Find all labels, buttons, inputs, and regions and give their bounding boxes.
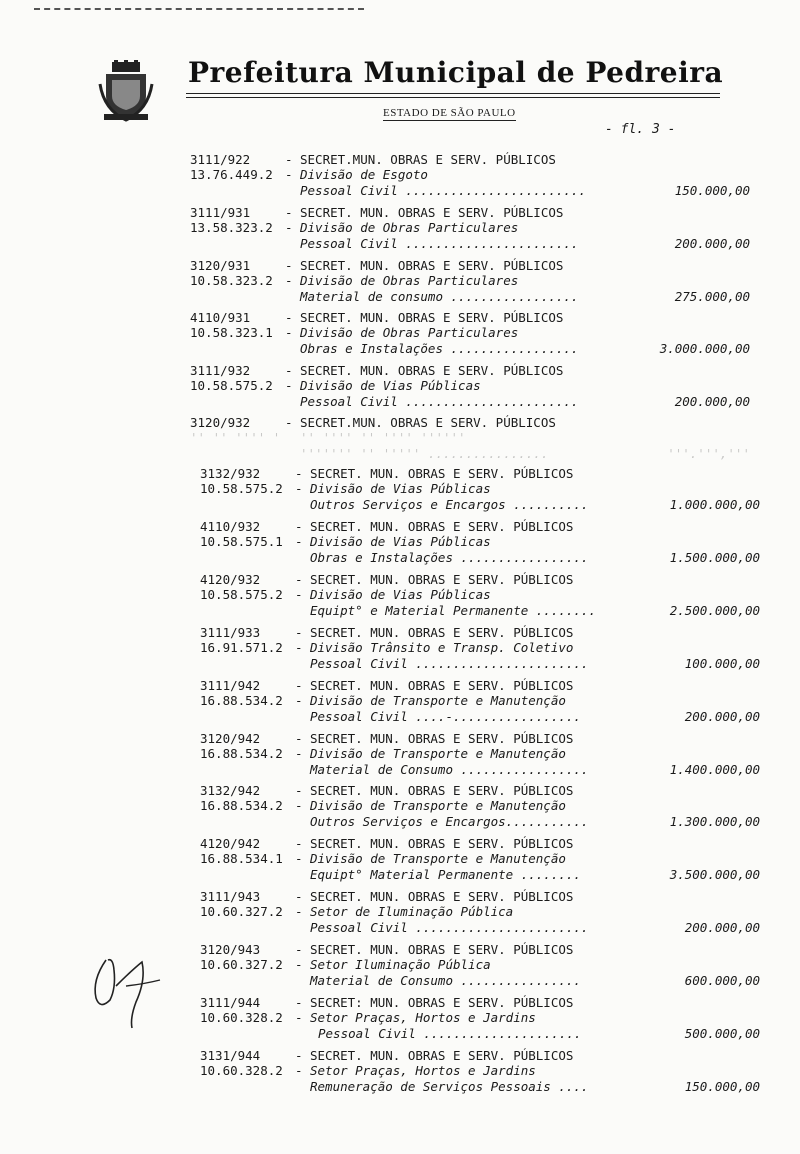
entry-functional-code: 16.88.534.2 — [200, 693, 283, 708]
entry-functional-code: 10.58.575.1 — [200, 534, 283, 549]
entry-division: Divisão de Esgoto — [300, 167, 428, 182]
top-scan-line — [34, 8, 364, 10]
entry-amount: 500.000,00 — [684, 1026, 760, 1041]
entry-amount: 1.000.000,00 — [669, 497, 760, 512]
entry-amount: 3.000.000,00 — [659, 341, 750, 356]
page-number: - fl. 3 - — [605, 122, 676, 137]
illegible-line: '' '' '''' ' — [190, 430, 281, 445]
header-rule-bottom — [186, 97, 720, 98]
entry-department: SECRET. MUN. OBRAS E SERV. PÚBLICOS — [300, 310, 564, 325]
entry-3111-931: 3111/931 13.58.323.2 - - SECRET. MUN. OBRAS E SERV. PÚBLICOS Divisão de Obras Particulares Pessoal Civil ....................... 200.000,00 — [190, 205, 750, 251]
entry-functional-code: 16.88.534.1 — [200, 851, 283, 866]
entry-division: Divisão de Obras Particulares — [300, 273, 519, 288]
entry-3111-933: 3111/933 16.91.571.2 - - SECRET. MUN. OBRAS E SERV. PÚBLICOS Divisão Trânsito e Transp. Coletivo Pessoal Civil ....................... 100.000,00 — [200, 625, 760, 671]
entry-item: Pessoal Civil ..................... — [318, 1026, 582, 1041]
entry-item: Obras e Instalações ................. — [300, 341, 579, 356]
entry-amount: 600.000,00 — [684, 973, 760, 988]
entry-division: Divisão de Vias Públicas — [310, 481, 491, 496]
entry-amount: 1.500.000,00 — [669, 550, 760, 565]
entry-code: 3132/932 — [200, 466, 261, 481]
entry-functional-code: 13.76.449.2 — [190, 167, 273, 182]
entry-amount: 200.000,00 — [674, 394, 750, 409]
entry-item: Pessoal Civil ....................... — [310, 656, 589, 671]
entry-functional-code: 10.60.328.2 — [200, 1010, 283, 1025]
municipal-seal-icon — [98, 60, 154, 122]
entry-3132-932: 3132/932 10.58.575.2 - - SECRET. MUN. OBRAS E SERV. PÚBLICOS Divisão de Vias Públicas Outros Serviços e Encargos .......... 1.000.000,00 — [200, 466, 760, 512]
entry-code: 3132/942 — [200, 783, 261, 798]
entry-3131-944: 3131/944 10.60.328.2 - - SECRET. MUN. OBRAS E SERV. PÚBLICOS Setor Praças, Hortos e Jardins Remuneração de Serviços Pessoais .... 150.000,00 — [200, 1048, 760, 1094]
entry-functional-code: 10.58.323.2 — [190, 273, 273, 288]
entry-functional-code: 10.60.327.2 — [200, 957, 283, 972]
entry-department: SECRET. MUN. OBRAS E SERV. PÚBLICOS — [310, 836, 574, 851]
entry-department: SECRET: MUN. OBRAS E SERV. PÚBLICOS — [310, 995, 574, 1010]
entry-functional-code: 10.60.327.2 — [200, 904, 283, 919]
entry-code: 3120/931 — [190, 258, 251, 273]
entry-code: 4110/932 — [200, 519, 261, 534]
entry-amount: 1.300.000,00 — [669, 814, 760, 829]
entry-amount: 200.000,00 — [684, 709, 760, 724]
entry-division: Setor Praças, Hortos e Jardins — [310, 1010, 536, 1025]
entry-amount: 275.000,00 — [674, 289, 750, 304]
entry-item: Remuneração de Serviços Pessoais .... — [310, 1079, 589, 1094]
entry-amount: 200.000,00 — [674, 236, 750, 251]
entry-division: Divisão Trânsito e Transp. Coletivo — [310, 640, 574, 655]
entry-functional-code: 10.60.328.2 — [200, 1063, 283, 1078]
entry-department: SECRET. MUN. OBRAS E SERV. PÚBLICOS — [310, 678, 574, 693]
entry-amount: 200.000,00 — [684, 920, 760, 935]
entry-department: SECRET. MUN. OBRAS E SERV. PÚBLICOS — [300, 258, 564, 273]
state-subtitle: ESTADO DE SÃO PAULO — [383, 107, 516, 119]
illegible-line: ''''''' '' ''''' ................ — [300, 446, 549, 461]
entry-department: SECRET. MUN. OBRAS E SERV. PÚBLICOS — [310, 572, 574, 587]
entry-code: 4110/931 — [190, 310, 251, 325]
entry-division: Divisão de Vias Públicas — [310, 587, 491, 602]
entry-code: 3111/933 — [200, 625, 261, 640]
entry-item: Pessoal Civil ........................ — [300, 183, 586, 198]
entry-item: Pessoal Civil ....................... — [310, 920, 589, 935]
entry-department: SECRET. MUN. OBRAS E SERV. PÚBLICOS — [310, 731, 574, 746]
entry-3120-942: 3120/942 16.88.534.2 - - SECRET. MUN. OBRAS E SERV. PÚBLICOS Divisão de Transporte e Manutenção Material de Consumo ................. 1.400.000,00 — [200, 731, 760, 777]
entry-department: SECRET. MUN. OBRAS E SERV. PÚBLICOS — [300, 363, 564, 378]
entry-3111-932: 3111/932 10.58.575.2 - - SECRET. MUN. OBRAS E SERV. PÚBLICOS Divisão de Vias Públicas Pessoal Civil ....................... 200.000,00 — [190, 363, 750, 409]
entry-code: 3131/944 — [200, 1048, 261, 1063]
entry-item: Obras e Instalações ................. — [310, 550, 589, 565]
entry-3120-931: 3120/931 10.58.323.2 - - SECRET. MUN. OBRAS E SERV. PÚBLICOS Divisão de Obras Particulares Material de consumo ................. 275.000,00 — [190, 258, 750, 304]
entry-functional-code: 10.58.575.2 — [200, 587, 283, 602]
entry-division: Setor Praças, Hortos e Jardins — [310, 1063, 536, 1078]
entry-code: 3111/944 — [200, 995, 261, 1010]
entry-code: 3120/943 — [200, 942, 261, 957]
entry-division: Setor de Iluminação Pública — [310, 904, 514, 919]
entry-4110-932: 4110/932 10.58.575.1 - - SECRET. MUN. OBRAS E SERV. PÚBLICOS Divisão de Vias Públicas Obras e Instalações ................. 1.500.000,00 — [200, 519, 760, 565]
entry-code: 3120/942 — [200, 731, 261, 746]
header-rule-top — [186, 93, 720, 94]
entry-functional-code: 16.88.534.2 — [200, 746, 283, 761]
entry-department: SECRET. MUN. OBRAS E SERV. PÚBLICOS — [310, 519, 574, 534]
entry-amount: 150.000,00 — [674, 183, 750, 198]
entry-department: SECRET. MUN. OBRAS E SERV. PÚBLICOS — [310, 625, 574, 640]
entry-department: SECRET. MUN. OBRAS E SERV. PÚBLICOS — [310, 942, 574, 957]
entry-amount: 2.500.000,00 — [669, 603, 760, 618]
entry-division: Divisão de Vias Públicas — [310, 534, 491, 549]
entry-item: Pessoal Civil ....-................. — [310, 709, 581, 724]
entry-3111-943: 3111/943 10.60.327.2 - - SECRET. MUN. OBRAS E SERV. PÚBLICOS Setor de Iluminação Pública Pessoal Civil ....................... 200.000,00 — [200, 889, 760, 935]
entry-code: 3111/943 — [200, 889, 261, 904]
entry-item: Outros Serviços e Encargos........... — [310, 814, 589, 829]
entry-item: Pessoal Civil ....................... — [300, 236, 579, 251]
entry-3120-932: 3120/932 - SECRET.MUN. OBRAS E SERV. PÚBLICOS '' '' '''' ' '' '''' '' '''' '''''' ''''''' '' ''''' ................ '''.''',''' — [190, 415, 750, 461]
entry-department: SECRET.MUN. OBRAS E SERV. PÚBLICOS — [300, 415, 556, 430]
entry-functional-code: 10.58.575.2 — [190, 378, 273, 393]
entry-functional-code: 13.58.323.2 — [190, 220, 273, 235]
entry-division: Divisão de Transporte e Manutenção — [310, 851, 566, 866]
entry-3120-943: 3120/943 10.60.327.2 - - SECRET. MUN. OBRAS E SERV. PÚBLICOS Setor Iluminação Pública Material de Consumo ................ 600.000,00 — [200, 942, 760, 988]
entry-item: Pessoal Civil ....................... — [300, 394, 579, 409]
entry-division: Divisão de Transporte e Manutenção — [310, 746, 566, 761]
entry-amount: 3.500.000,00 — [669, 867, 760, 882]
illegible-line: '' '''' '' '''' '''''' — [300, 430, 466, 445]
entry-department: SECRET. MUN. OBRAS E SERV. PÚBLICOS — [300, 205, 564, 220]
entry-functional-code: 16.88.534.2 — [200, 798, 283, 813]
entry-department: SECRET. MUN. OBRAS E SERV. PÚBLICOS — [310, 466, 574, 481]
entry-code: 3120/932 — [190, 415, 251, 430]
illegible-amount: '''.''',''' — [667, 446, 750, 461]
entry-code: 4120/932 — [200, 572, 261, 587]
entry-division: Divisão de Transporte e Manutenção — [310, 798, 566, 813]
entry-functional-code: 10.58.323.1 — [190, 325, 273, 340]
entry-division: Divisão de Obras Particulares — [300, 220, 519, 235]
entry-amount: 100.000,00 — [684, 656, 760, 671]
entry-4110-931: 4110/931 10.58.323.1 - - SECRET. MUN. OBRAS E SERV. PÚBLICOS Divisão de Obras Particulares Obras e Instalações ................. 3.000.000,00 — [190, 310, 750, 356]
handwritten-signature — [86, 940, 176, 1030]
entry-item: Material de consumo ................. — [300, 289, 579, 304]
entry-4120-942: 4120/942 16.88.534.1 - - SECRET. MUN. OBRAS E SERV. PÚBLICOS Divisão de Transporte e Manutenção Equipt° Material Permanente ........ 3.500.000,00 — [200, 836, 760, 882]
entry-item: Equipt° Material Permanente ........ — [310, 867, 581, 882]
entry-code: 3111/931 — [190, 205, 251, 220]
entry-code: 3111/922 — [190, 152, 251, 167]
entry-item: Equipt° e Material Permanente ........ — [310, 603, 596, 618]
entry-code: 4120/942 — [200, 836, 261, 851]
entry-code: 3111/932 — [190, 363, 251, 378]
entry-division: Divisão de Obras Particulares — [300, 325, 519, 340]
entry-division: Setor Iluminação Pública — [310, 957, 491, 972]
entry-amount: 150.000,00 — [684, 1079, 760, 1094]
entry-department: SECRET.MUN. OBRAS E SERV. PÚBLICOS — [300, 152, 556, 167]
entry-functional-code: 10.58.575.2 — [200, 481, 283, 496]
entry-amount: 1.400.000,00 — [669, 762, 760, 777]
entry-3111-942: 3111/942 16.88.534.2 - - SECRET. MUN. OBRAS E SERV. PÚBLICOS Divisão de Transporte e Manutenção Pessoal Civil ....-................. 200.000,00 — [200, 678, 760, 724]
entry-item: Material de Consumo ................ — [310, 973, 581, 988]
entry-item: Material de Consumo ................. — [310, 762, 589, 777]
entry-3111-944: 3111/944 10.60.328.2 - - SECRET: MUN. OBRAS E SERV. PÚBLICOS Setor Praças, Hortos e Jardins Pessoal Civil ..................... 500.000,00 — [200, 995, 760, 1041]
entry-division: Divisão de Transporte e Manutenção — [310, 693, 566, 708]
entry-code: 3111/942 — [200, 678, 261, 693]
header-title: Prefeitura Municipal de Pedreira — [188, 56, 724, 89]
entry-3132-942: 3132/942 16.88.534.2 - - SECRET. MUN. OBRAS E SERV. PÚBLICOS Divisão de Transporte e Manutenção Outros Serviços e Encargos........... 1.300.000,00 — [200, 783, 760, 829]
entry-item: Outros Serviços e Encargos .......... — [310, 497, 589, 512]
entry-3111-922: 3111/922 13.76.449.2 - - SECRET.MUN. OBRAS E SERV. PÚBLICOS Divisão de Esgoto Pessoal Civil ........................ 150.000,00 — [190, 152, 750, 198]
entry-department: SECRET. MUN. OBRAS E SERV. PÚBLICOS — [310, 1048, 574, 1063]
entry-department: SECRET. MUN. OBRAS E SERV. PÚBLICOS — [310, 889, 574, 904]
entry-division: Divisão de Vias Públicas — [300, 378, 481, 393]
entry-department: SECRET. MUN. OBRAS E SERV. PÚBLICOS — [310, 783, 574, 798]
entry-functional-code: 16.91.571.2 — [200, 640, 283, 655]
entry-4120-932: 4120/932 10.58.575.2 - - SECRET. MUN. OBRAS E SERV. PÚBLICOS Divisão de Vias Públicas Equipt° e Material Permanente ........ 2.500.000,00 — [200, 572, 760, 618]
